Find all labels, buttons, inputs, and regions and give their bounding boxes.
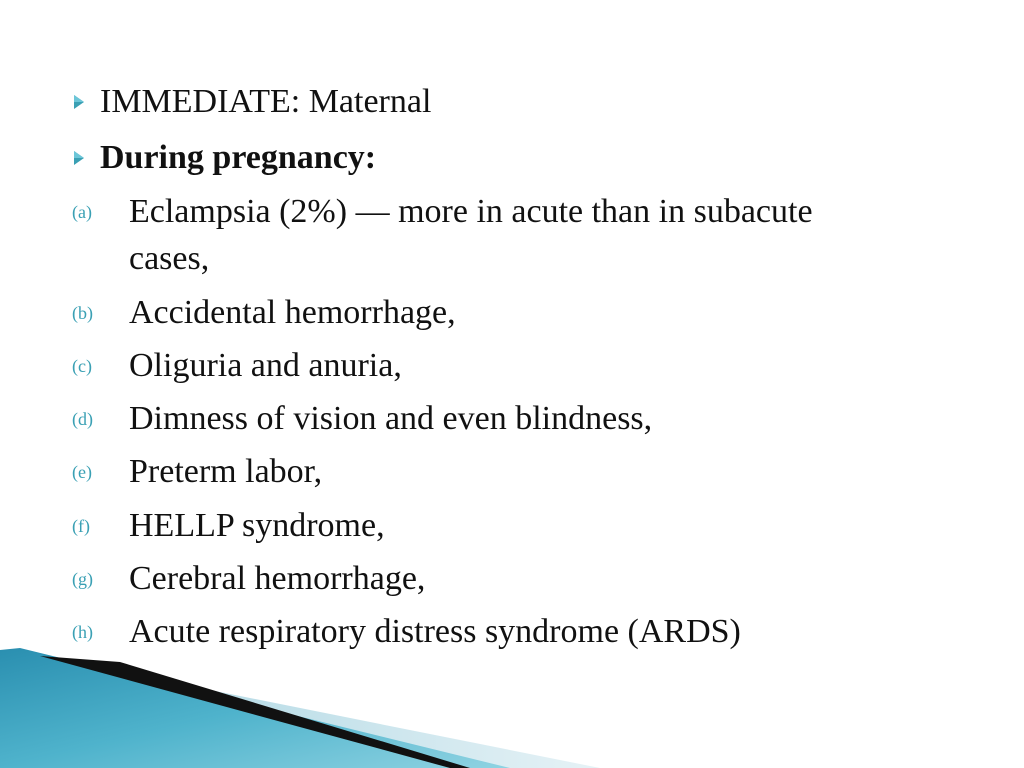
list-item-text: Preterm labor, [129,453,323,490]
list-marker: (c) [72,356,92,376]
list-marker: (h) [72,622,93,642]
list-item-text: cases, [129,240,210,277]
list-marker: (g) [72,569,93,589]
bullet-text: During pregnancy: [100,139,377,176]
bullet-text: IMMEDIATE: Maternal [100,83,432,120]
list-marker: (b) [72,303,93,323]
list-item-text: Oliguria and anuria, [129,347,402,384]
list-item-text: Accidental hemorrhage, [129,294,456,331]
list-marker: (a) [72,202,92,222]
list-marker: (d) [72,409,93,429]
list-item-text: Acute respiratory distress syndrome (ARDS) [129,613,741,650]
list-item-text: Cerebral hemorrhage, [129,560,426,597]
list-marker: (f) [72,516,90,536]
list-marker: (e) [72,462,92,482]
list-item-text: HELLP syndrome, [129,507,385,544]
list-item-text: Eclampsia (2%) — more in acute than in subacute [129,193,813,230]
list-item-text: Dimness of vision and even blindness, [129,400,653,437]
